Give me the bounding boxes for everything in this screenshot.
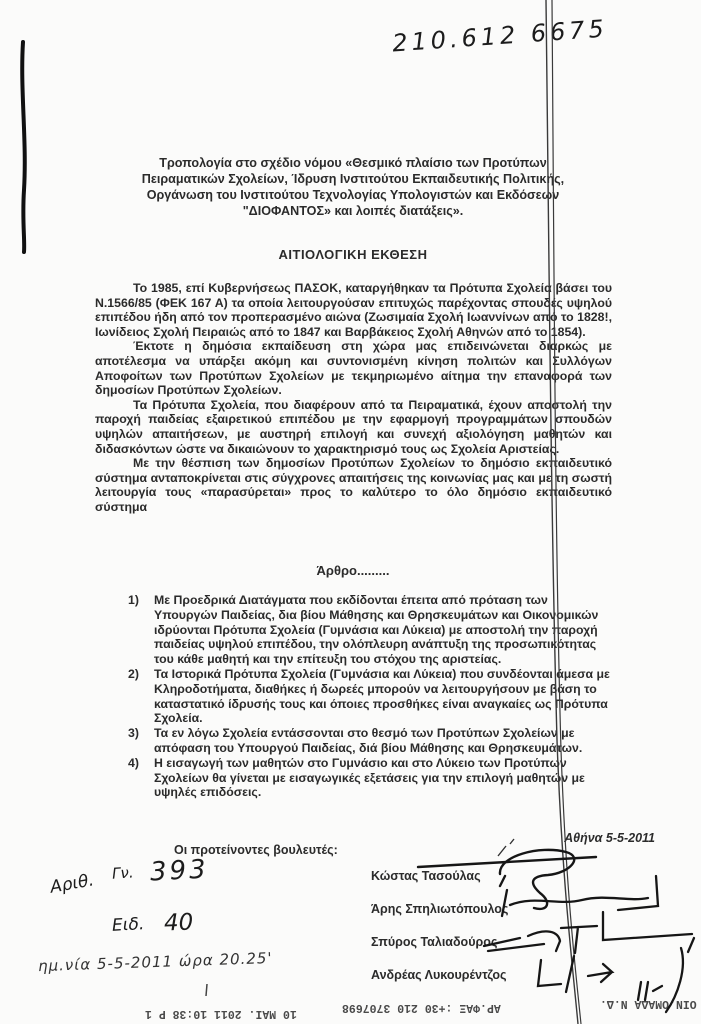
list-item — [128, 756, 612, 800]
signature-spiliotopoulos — [502, 876, 658, 916]
list-item-number: 1) — [128, 593, 139, 607]
title-line: "ΔΙΟΦΑΝΤΟΣ» και λοιπές διατάξεις». — [242, 204, 464, 218]
handwritten-eid-number: 40 — [163, 909, 194, 937]
list-item-number: 2) — [128, 666, 139, 681]
paragraph: Έκτοτε η δημόσια εκπαίδευση στη χώρα μας επιδεινώνεται διαρκώς με αποτέλεσμα να υπάρξει ακόμη και συντονισμένη κίνηση πολιτών και Συλλόγων Αποφοίτων των Προτύπων Σχολείων με τεκμηριωμένο αίτημα την επαναφορά των δημοσίων Προτύπων Σχολείων. — [95, 339, 612, 398]
signature-taliadouros — [484, 912, 692, 953]
list-item-text: Με Προεδρικά Διατάγματα που εκδίδονται έπειτα από πρόταση των Υπουργών Παιδείας, δια βίου Μάθησης και Θρησκευμάτων και Οικονομικών ιδρύονται Πρότυπα Σχολεία (Γυμνάσια και Λύκεια) με αποστολή την παροχή παιδείας υψηλού επιπέδου, την ολόπλευρη ανάπτυξη της προσωπικότητας του κάθε μαθητή και την επίτευξη του στόχου της αριστείας. — [154, 593, 599, 667]
list-item-text: Τα Ιστορικά Πρότυπα Σχολεία (Γυμνάσια και Λύκεια) που συνδέονται άμεσα με Κληροδοτήματα, διαθήκες ή δωρεές μπορούν να λειτουργήσουν με βάση το καταστατικό ίδρυσής τους και όποιες προσθήκες είναι αναγκαίες ως Πρότυπα Σχολεία. — [154, 666, 610, 726]
title-line: Οργάνωση του Ινστιτούτου Τεχνολογίας Υπολογιστών και Εκδόσεων — [146, 188, 560, 202]
document-title — [118, 155, 588, 219]
handwritten-eid-label: Ειδ. — [111, 914, 145, 936]
list-item-number: 4) — [128, 755, 139, 770]
proposer-name: Σπύρος Ταλιαδούρος — [371, 935, 498, 949]
explanatory-report-body — [95, 281, 612, 515]
handwritten-protocol-number: 393 — [149, 854, 210, 888]
handwritten-arith-label: Αριθ. — [48, 870, 96, 898]
handwritten-date-time: ημ.νία 5-5-2011 ώρα 20.25' — [37, 948, 273, 976]
article-heading: Άρθρο......... — [316, 563, 390, 578]
paragraph: Το 1985, επί Κυβερνήσεως ΠΑΣΟΚ, καταργήθηκαν τα Πρότυπα Σχολεία βάσει του Ν.1566/85 (ΦΕΚ 167 Α) τα οποία λειτουργούσαν επιτυχώς παρέχοντας σπουδές υψηλού επιπέδου ήδη από τον προπερασμένο αιώνα (Ζωσιμαία Σχολή Ιωαννίνων από το 1828!, Ιωνίδειος Σχολή Πειραιώς από το 1847 και Βαρβάκειος Σχολή Αθηνών από το 1854). — [95, 281, 612, 339]
handwritten-phone-number: 210.612 6675 — [391, 14, 609, 58]
article-provisions-list — [128, 593, 612, 800]
fax-footer-sender: ΟΙΝ.ΟΜΑΔΑ Ν.Δ. — [600, 997, 697, 1010]
stray-scan-mark — [206, 984, 207, 996]
list-item-number: 3) — [128, 726, 139, 741]
title-line: Τροπολογία στο σχέδιο νόμου «Θεσμικό πλαίσιο των Προτύπων — [159, 156, 547, 170]
title-line: Πειραματικών Σχολείων, Ίδρυση Ινστιτούτου Εκπαιδευτικής Πολιτικής, — [141, 172, 565, 186]
proposer-name: Ανδρέας Λυκουρέντζος — [371, 968, 507, 982]
date-line: Αθήνα 5-5-2011 — [564, 831, 655, 845]
paragraph: Τα Πρότυπα Σχολεία, που διαφέρουν από τα Πειραματικά, έχουν αποστολή την παροχή παιδείας εξαιρετικού επιπέδου με την εφαρμογή προγραμμάτων σπουδών υψηλών απαιτήσεων, με αυστηρή επιλογή και συνεχή αξιολόγηση μαθητών και διδασκόντων ώστε να δικαιώνουν το χαρακτηρισμό τους ως Σχολεία Αριστείας. — [95, 397, 612, 456]
proposers-label: Οι προτείνοντες βουλευτές: — [174, 843, 338, 857]
paragraph: Με την θέσπιση των δημοσίων Προτύπων Σχολείων το δημόσιο εκπαιδευτικό σύστημα ανταποκρίνεται στις σύγχρονες απαιτήσεις της κοινωνίας μας και με τη σωστή λειτουργία τους «παρασύρεται» προς το καλύτερο το όλο δημόσιο εκπαιδευτικό σύστημα — [95, 456, 612, 514]
list-item — [128, 667, 612, 726]
fax-footer-number: ΑΡ.ΦΑΞ :+30 210 3707698 — [342, 1001, 501, 1014]
proposer-name: Άρης Σπηλιωτόπουλος — [371, 902, 509, 916]
left-edge-scan-streak — [22, 42, 25, 252]
fax-footer-timestamp: 10 ΜΑΙ. 2011 10:38 P 1 — [145, 1007, 297, 1020]
section-heading-explanatory-report: ΑΙΤΙΟΛΟΓΙΚΗ ΕΚΘΕΣΗ — [278, 247, 428, 262]
list-item-text: Τα εν λόγω Σχολεία εντάσσονται στο θεσμό των Προτύπων Σχολείων με απόφαση του Υπουργού Παιδείας, διά βίου Μάθησης και Θρησκευμάτων. — [154, 726, 583, 755]
list-item — [128, 593, 612, 667]
list-item — [128, 726, 612, 756]
handwritten-gn-label: Γν. — [111, 863, 135, 883]
proposer-name: Κώστας Τασούλας — [371, 869, 481, 883]
list-item-text: Η εισαγωγή των μαθητών στο Γυμνάσιο και στο Λύκειο των Προτύπων Σχολείων θα γίνεται με εισαγωγικές εξετάσεις για την επιλογή μαθητών με υψηλές επιδόσεις. — [154, 755, 585, 800]
